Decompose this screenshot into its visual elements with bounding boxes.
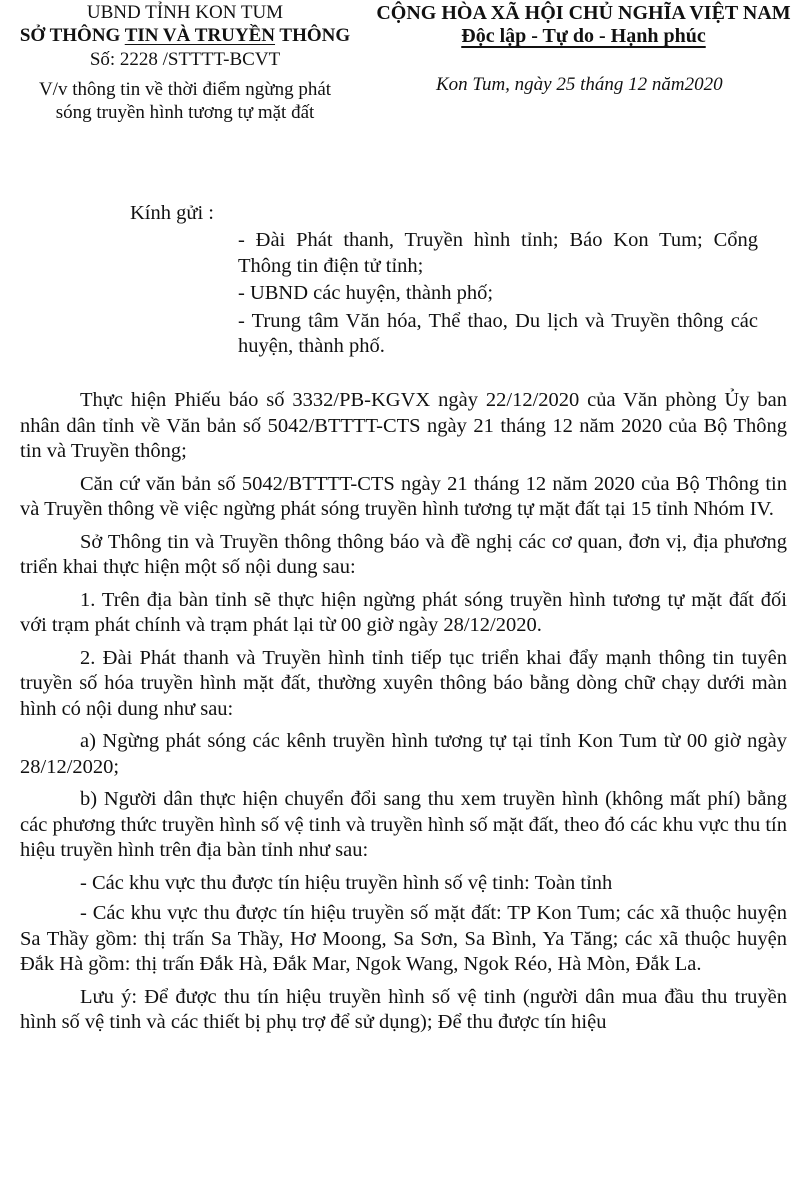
- body-paragraph: a) Ngừng phát sóng các kênh truyền hình tương tự tại tỉnh Kon Tum từ 00 giờ ngày 28/12/2020;: [20, 730, 787, 778]
- national-motto: [360, 25, 807, 48]
- country-name: CỘNG HÒA XÃ HỘI CHỦ NGHĨA VIỆT NAM: [376, 2, 791, 24]
- issuing-department-post: THÔNG: [275, 25, 351, 46]
- body-paragraph: - Các khu vực thu được tín hiệu truyền số mặt đất: TP Kon Tum; các xã thuộc huyện Sa Thầy gồm: thị trấn Sa Thầy, Hơ Moong, Sa Sơn, Sa Bình, Ya Tăng; các xã thuộc huyện Đắk Hà gồm: thị trấn Đắk Hà, Đắk Mar, Ngok Wang, Ngok Réo, Hà Mòn, Đắk La.: [20, 902, 787, 975]
- issuing-department: [0, 25, 370, 47]
- recipients-list: [238, 228, 758, 362]
- issuing-department-pre: SỞ THÔNG: [19, 25, 125, 46]
- recipient-item: - UBND các huyện, thành phố;: [238, 282, 494, 304]
- body-paragraph: 2. Đài Phát thanh và Truyền hình tỉnh tiếp tục triển khai đẩy mạnh thông tin tuyên truyền số hóa truyền hình mặt đất, thường xuyên thông báo bằng dòng chữ chạy dưới màn hình có nội dung như sau:: [20, 646, 787, 720]
- subject-line-1: V/v thông tin về thời điểm ngừng phát: [38, 79, 332, 100]
- recipient-item: - Đài Phát thanh, Truyền hình tỉnh; Báo Kon Tum; Cổng Thông tin điện tử tỉnh;: [238, 229, 758, 277]
- body-paragraph: Căn cứ văn bản số 5042/BTTTT-CTS ngày 21 tháng 12 năm 2020 của Bộ Thông tin và Truyền thông về việc ngừng phát sóng truyền hình tương tự mặt đất tại 15 tỉnh Nhóm IV.: [20, 472, 787, 520]
- issuing-department-mid: TIN VÀ TRUYỀN: [124, 25, 276, 46]
- body-paragraph: b) Người dân thực hiện chuyển đổi sang thu xem truyền hình (không mất phí) bằng các phương thức truyền hình số vệ tinh và truyền hình số mặt đất, theo đó các khu vực thu tín hiệu truyền hình trên địa bàn tỉnh như sau:: [20, 788, 787, 861]
- document-number: Số: 2228 /STTTT-BCVT: [89, 49, 281, 70]
- place-and-date: Kon Tum, ngày 25 tháng 12 năm2020: [436, 74, 723, 95]
- recipient-item: - Trung tâm Văn hóa, Thể thao, Du lịch và Truyền thông các huyện, thành phố.: [238, 309, 758, 357]
- body-paragraph: - Các khu vực thu được tín hiệu truyền hình số vệ tinh: Toàn tỉnh: [80, 871, 613, 894]
- parent-organization: UBND TỈNH KON TUM: [86, 2, 284, 23]
- document-body: [20, 388, 787, 1043]
- body-paragraph: Sở Thông tin và Truyền thông thông báo và đề nghị các cơ quan, đơn vị, địa phương triển khai thực hiện một số nội dung sau:: [20, 530, 787, 578]
- national-motto-text: Độc lập - Tự do - Hạnh phúc: [461, 25, 706, 47]
- body-paragraph: 1. Trên địa bàn tỉnh sẽ thực hiện ngừng phát sóng truyền hình tương tự mặt đất đối với trạm phát chính và trạm phát lại từ 00 giờ ngày 28/12/2020.: [20, 588, 787, 636]
- recipients-label: Kính gửi :: [130, 202, 215, 224]
- body-paragraph: Thực hiện Phiếu báo số 3332/PB-KGVX ngày 22/12/2020 của Văn phòng Ủy ban nhân dân tỉnh về Văn bản số 5042/BTTTT-CTS ngày 21 tháng 12 năm 2020 của Bộ Thông tin và Truyền thông;: [20, 389, 787, 462]
- subject-line-2: sóng truyền hình tương tự mặt đất: [55, 102, 315, 123]
- body-paragraph: Lưu ý: Để được thu tín hiệu truyền hình số vệ tinh (người dân mua đầu thu truyền hình số vệ tinh và các thiết bị phụ trợ để sử dụng); Để thu được tín hiệu: [20, 985, 787, 1033]
